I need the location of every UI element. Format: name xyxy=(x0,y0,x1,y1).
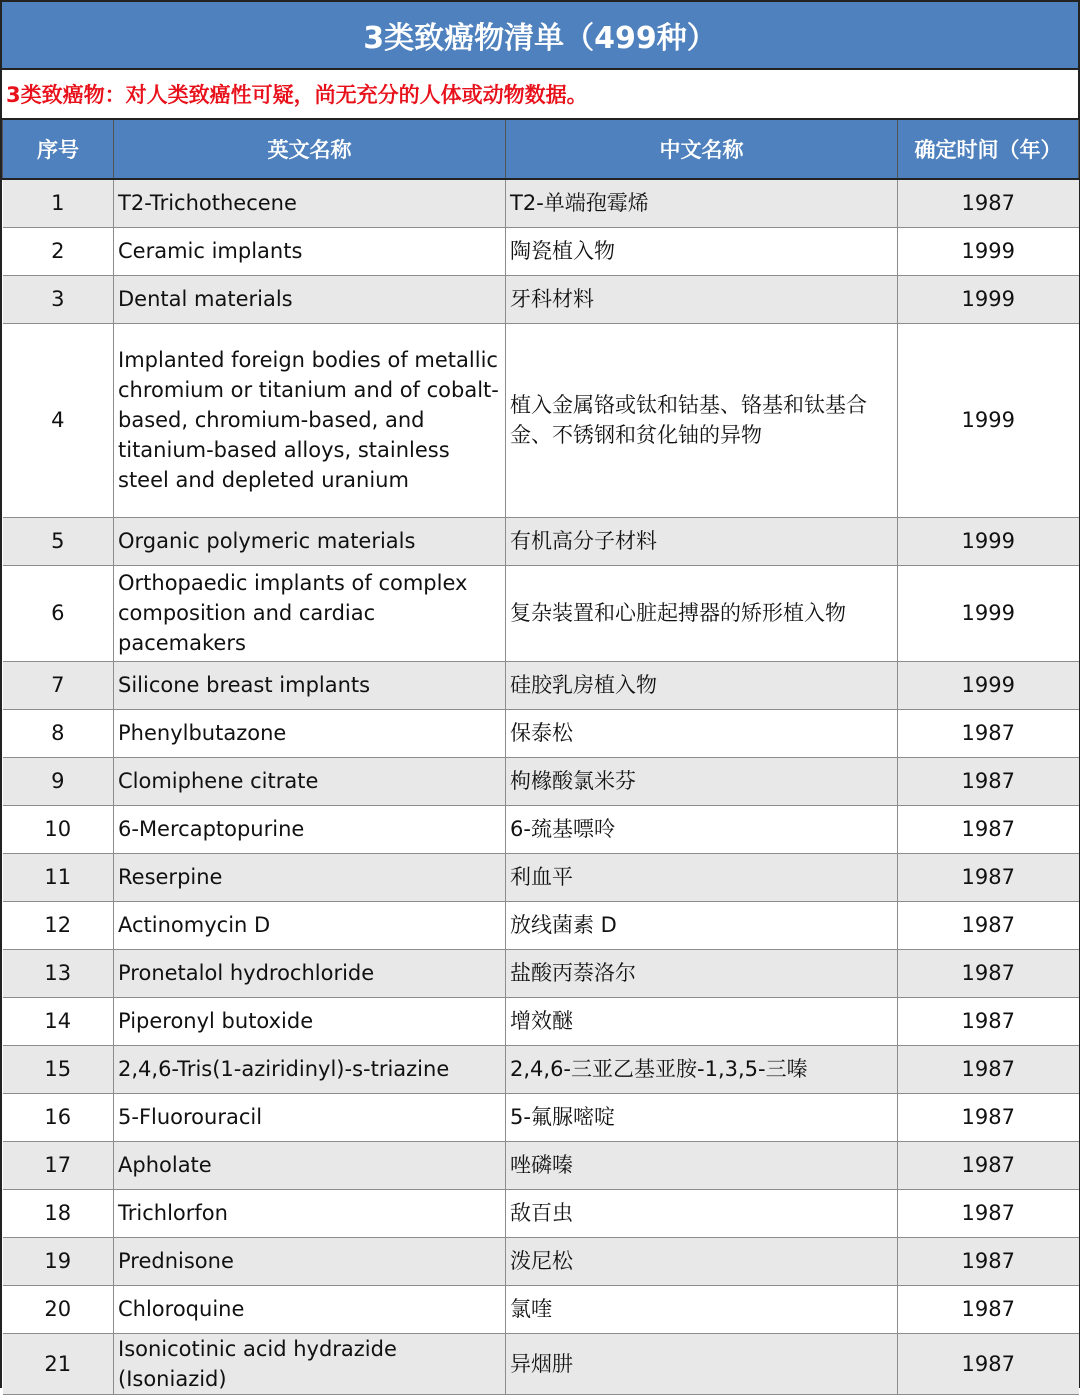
chinese-name: 异烟肼 xyxy=(506,1333,898,1394)
english-name: T2-Trichothecene xyxy=(114,179,506,227)
year-determined: 1999 xyxy=(898,565,1079,661)
year-determined: 1987 xyxy=(898,901,1079,949)
chinese-name: 5-氟脲嘧啶 xyxy=(506,1093,898,1141)
chinese-name: 敌百虫 xyxy=(506,1189,898,1237)
english-name: Silicone breast implants xyxy=(114,661,506,709)
row-number: 16 xyxy=(3,1093,114,1141)
header-chinese-name: 中文名称 xyxy=(506,120,898,179)
table-row xyxy=(3,949,1079,997)
category-description: 3类致癌物：对人类致癌性可疑，尚无充分的人体或动物数据。 xyxy=(2,70,1078,120)
chinese-name: 有机高分子材料 xyxy=(506,517,898,565)
english-name: Phenylbutazone xyxy=(114,709,506,757)
table-row xyxy=(3,517,1079,565)
row-number: 21 xyxy=(3,1333,114,1394)
table-row xyxy=(3,323,1079,517)
year-determined: 1987 xyxy=(898,853,1079,901)
row-number: 18 xyxy=(3,1189,114,1237)
year-determined: 1999 xyxy=(898,323,1079,517)
table-body xyxy=(3,179,1079,1394)
chinese-name: T2-单端孢霉烯 xyxy=(506,179,898,227)
english-name: Prednisone xyxy=(114,1237,506,1285)
row-number: 19 xyxy=(3,1237,114,1285)
chinese-name: 氯喹 xyxy=(506,1285,898,1333)
year-determined: 1987 xyxy=(898,179,1079,227)
english-name: Organic polymeric materials xyxy=(114,517,506,565)
english-name: Orthopaedic implants of complex composition and cardiac pacemakers xyxy=(114,565,506,661)
page-title: 3类致癌物清单（499种） xyxy=(2,2,1078,70)
chinese-name: 枸橼酸氯米芬 xyxy=(506,757,898,805)
table-row xyxy=(3,709,1079,757)
year-determined: 1987 xyxy=(898,1333,1079,1394)
table-row xyxy=(3,853,1079,901)
year-determined: 1987 xyxy=(898,1237,1079,1285)
chinese-name: 硅胶乳房植入物 xyxy=(506,661,898,709)
chinese-name: 牙科材料 xyxy=(506,275,898,323)
header-no: 序号 xyxy=(3,120,114,179)
year-determined: 1999 xyxy=(898,275,1079,323)
year-determined: 1987 xyxy=(898,1285,1079,1333)
year-determined: 1987 xyxy=(898,805,1079,853)
row-number: 2 xyxy=(3,227,114,275)
year-determined: 1987 xyxy=(898,1141,1079,1189)
carcinogen-table xyxy=(2,120,1079,1395)
chinese-name: 陶瓷植入物 xyxy=(506,227,898,275)
chinese-name: 唑磷嗪 xyxy=(506,1141,898,1189)
row-number: 4 xyxy=(3,323,114,517)
row-number: 3 xyxy=(3,275,114,323)
year-determined: 1999 xyxy=(898,227,1079,275)
table-row xyxy=(3,1141,1079,1189)
chinese-name: 2,4,6-三亚乙基亚胺-1,3,5-三嗪 xyxy=(506,1045,898,1093)
english-name: Pronetalol hydrochloride xyxy=(114,949,506,997)
year-determined: 1987 xyxy=(898,949,1079,997)
year-determined: 1987 xyxy=(898,1093,1079,1141)
english-name: Implanted foreign bodies of metallic chromium or titanium and of cobalt-based, chromium-based, and titanium-based alloys, stainless steel and depleted uranium xyxy=(114,323,506,517)
table-row xyxy=(3,1333,1079,1394)
row-number: 7 xyxy=(3,661,114,709)
chinese-name: 盐酸丙萘洛尔 xyxy=(506,949,898,997)
english-name: Apholate xyxy=(114,1141,506,1189)
table-row xyxy=(3,1093,1079,1141)
english-name: 5-Fluorouracil xyxy=(114,1093,506,1141)
year-determined: 1987 xyxy=(898,1045,1079,1093)
year-determined: 1999 xyxy=(898,517,1079,565)
chinese-name: 放线菌素 D xyxy=(506,901,898,949)
chinese-name: 复杂装置和心脏起搏器的矫形植入物 xyxy=(506,565,898,661)
year-determined: 1987 xyxy=(898,709,1079,757)
row-number: 5 xyxy=(3,517,114,565)
row-number: 12 xyxy=(3,901,114,949)
row-number: 14 xyxy=(3,997,114,1045)
table-row xyxy=(3,805,1079,853)
english-name: Actinomycin D xyxy=(114,901,506,949)
table-row xyxy=(3,661,1079,709)
chinese-name: 利血平 xyxy=(506,853,898,901)
chinese-name: 6-巯基嘌呤 xyxy=(506,805,898,853)
table-row xyxy=(3,757,1079,805)
english-name: 2,4,6-Tris(1-aziridinyl)-s-triazine xyxy=(114,1045,506,1093)
row-number: 13 xyxy=(3,949,114,997)
english-name: Clomiphene citrate xyxy=(114,757,506,805)
table-row xyxy=(3,1285,1079,1333)
row-number: 20 xyxy=(3,1285,114,1333)
year-determined: 1999 xyxy=(898,661,1079,709)
english-name: Chloroquine xyxy=(114,1285,506,1333)
english-name: 6-Mercaptopurine xyxy=(114,805,506,853)
english-name: Dental materials xyxy=(114,275,506,323)
table-row xyxy=(3,275,1079,323)
table-row xyxy=(3,1237,1079,1285)
row-number: 1 xyxy=(3,179,114,227)
year-determined: 1987 xyxy=(898,757,1079,805)
header-year: 确定时间（年） xyxy=(898,120,1079,179)
row-number: 8 xyxy=(3,709,114,757)
year-determined: 1987 xyxy=(898,997,1079,1045)
english-name: Reserpine xyxy=(114,853,506,901)
table-row xyxy=(3,901,1079,949)
english-name: Piperonyl butoxide xyxy=(114,997,506,1045)
row-number: 10 xyxy=(3,805,114,853)
chinese-name: 增效醚 xyxy=(506,997,898,1045)
row-number: 9 xyxy=(3,757,114,805)
table-row xyxy=(3,565,1079,661)
row-number: 6 xyxy=(3,565,114,661)
chinese-name: 植入金属铬或钛和钴基、铬基和钛基合金、不锈钢和贫化铀的异物 xyxy=(506,323,898,517)
row-number: 11 xyxy=(3,853,114,901)
header-english-name: 英文名称 xyxy=(114,120,506,179)
english-name: Isonicotinic acid hydrazide (Isoniazid) xyxy=(114,1333,506,1394)
table-row xyxy=(3,179,1079,227)
table-row xyxy=(3,1045,1079,1093)
chinese-name: 保泰松 xyxy=(506,709,898,757)
year-determined: 1987 xyxy=(898,1189,1079,1237)
row-number: 17 xyxy=(3,1141,114,1189)
table-header xyxy=(3,120,1079,179)
row-number: 15 xyxy=(3,1045,114,1093)
table-row xyxy=(3,1189,1079,1237)
chinese-name: 泼尼松 xyxy=(506,1237,898,1285)
english-name: Ceramic implants xyxy=(114,227,506,275)
english-name: Trichlorfon xyxy=(114,1189,506,1237)
table-row xyxy=(3,227,1079,275)
table-row xyxy=(3,997,1079,1045)
